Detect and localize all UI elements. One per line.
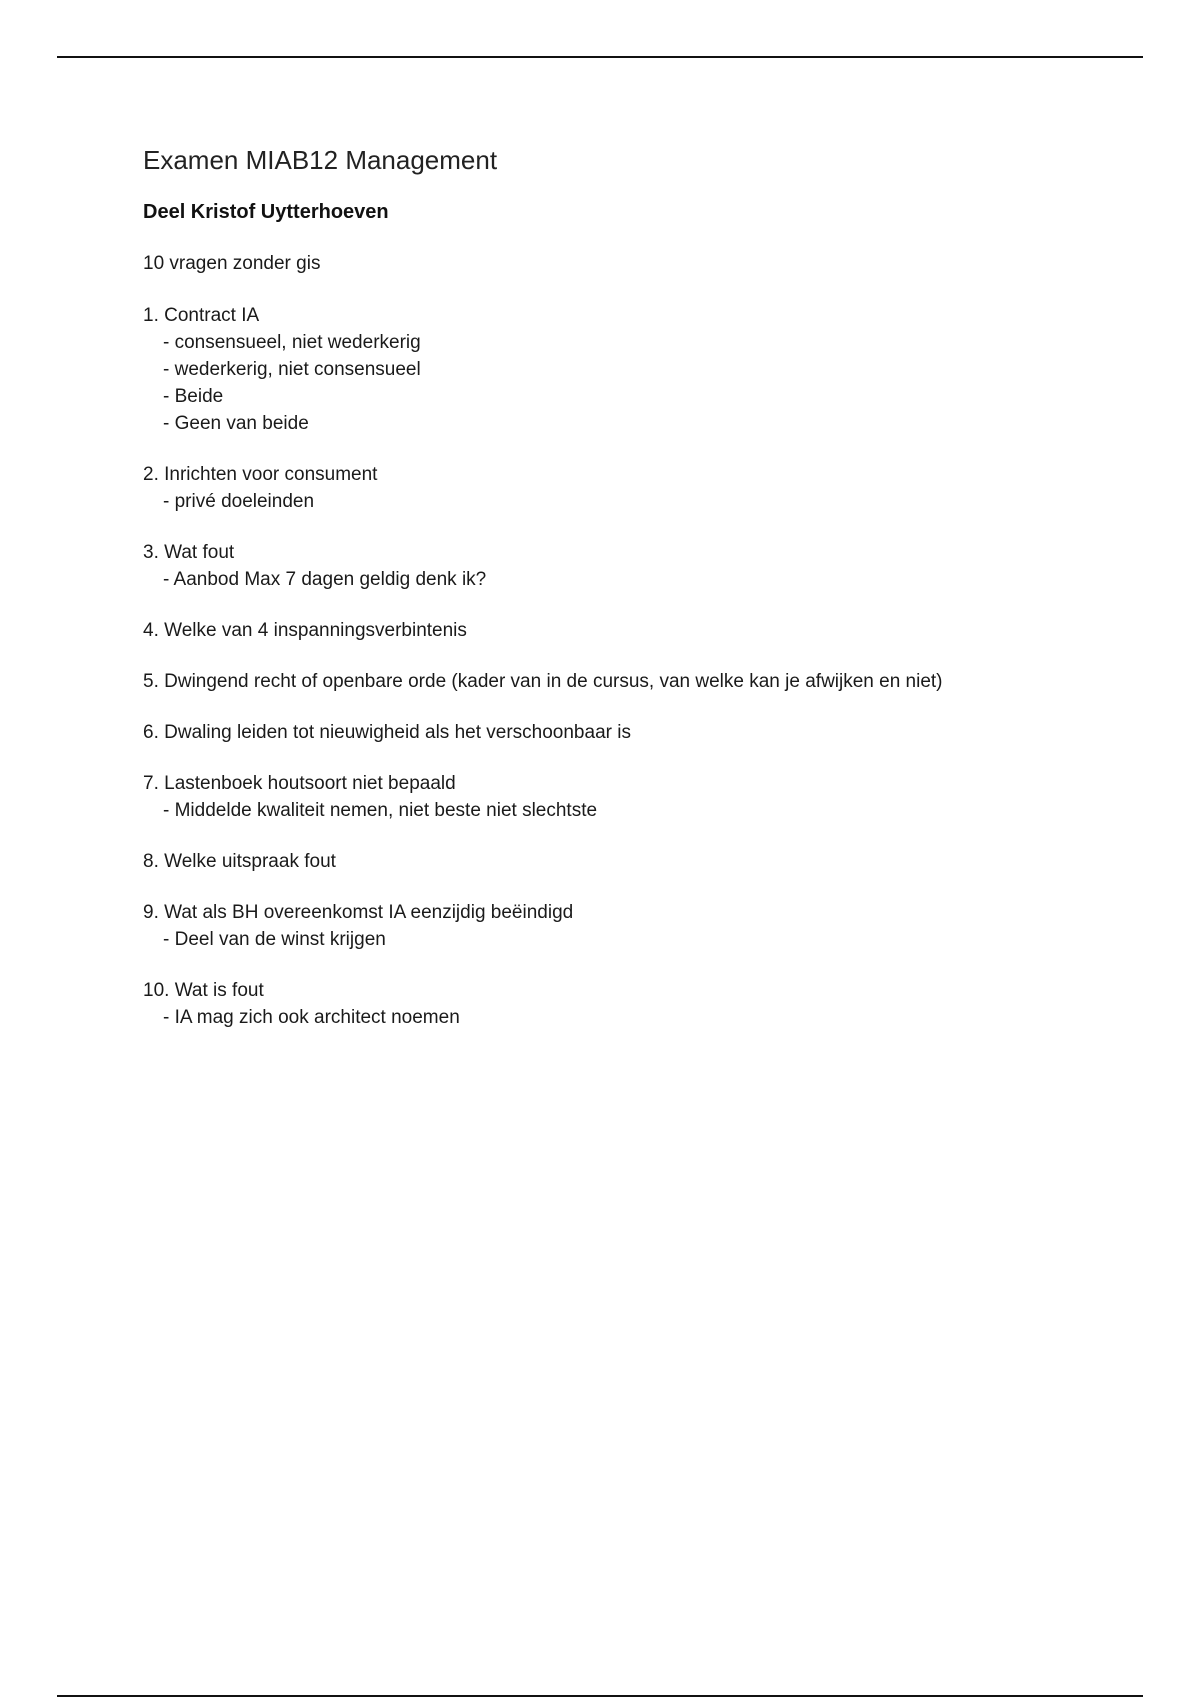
answer-item: - IA mag zich ook architect noemen <box>163 1007 460 1028</box>
answer-list <box>143 1004 1103 1031</box>
answer-item: - privé doeleinden <box>163 491 315 512</box>
answer-list <box>143 488 1103 515</box>
answer-list <box>143 926 1103 953</box>
question-item <box>143 719 1103 746</box>
question-item <box>143 899 1103 953</box>
answer-item: - Geen van beide <box>163 413 309 434</box>
question-text: 10. Wat is fout <box>143 980 264 1001</box>
answer-item: - Deel van de winst krijgen <box>163 929 386 950</box>
question-text: 8. Welke uitspraak fout <box>143 851 336 872</box>
bottom-rule <box>57 1695 1143 1697</box>
question-item <box>143 977 1103 1031</box>
intro-text: 10 vragen zonder gis <box>143 253 321 274</box>
question-item <box>143 461 1103 515</box>
answer-list <box>143 797 1103 824</box>
top-rule <box>57 56 1143 58</box>
question-text: 5. Dwingend recht of openbare orde (kader van in de cursus, van welke kan je afwijken en niet) <box>143 671 943 692</box>
answer-item: - consensueel, niet wederkerig <box>163 332 421 353</box>
question-text: 3. Wat fout <box>143 542 235 563</box>
answer-item: - Aanbod Max 7 dagen geldig denk ik? <box>163 569 487 590</box>
answer-list <box>143 566 1103 593</box>
question-item <box>143 848 1103 875</box>
question-text: 4. Welke van 4 inspanningsverbintenis <box>143 620 467 641</box>
question-list <box>143 302 1103 1031</box>
answer-item: - Middelde kwaliteit nemen, niet beste niet slechtste <box>163 800 598 821</box>
question-item <box>143 617 1103 644</box>
question-text: 1. Contract IA <box>143 305 260 326</box>
question-text: 2. Inrichten voor consument <box>143 464 378 485</box>
document-body <box>143 140 1103 1031</box>
question-item <box>143 539 1103 593</box>
answer-list <box>143 329 1103 437</box>
document-title: Examen MIAB12 Management <box>143 145 498 175</box>
question-text: 7. Lastenboek houtsoort niet bepaald <box>143 773 456 794</box>
question-item <box>143 668 1103 695</box>
section-heading: Deel Kristof Uytterhoeven <box>143 201 389 223</box>
answer-item: - Beide <box>163 386 224 407</box>
question-text: 6. Dwaling leiden tot nieuwigheid als het verschoonbaar is <box>143 722 631 743</box>
question-text: 9. Wat als BH overeenkomst IA eenzijdig beëindigd <box>143 902 574 923</box>
answer-item: - wederkerig, niet consensueel <box>163 359 421 380</box>
question-item <box>143 302 1103 437</box>
question-item <box>143 770 1103 824</box>
